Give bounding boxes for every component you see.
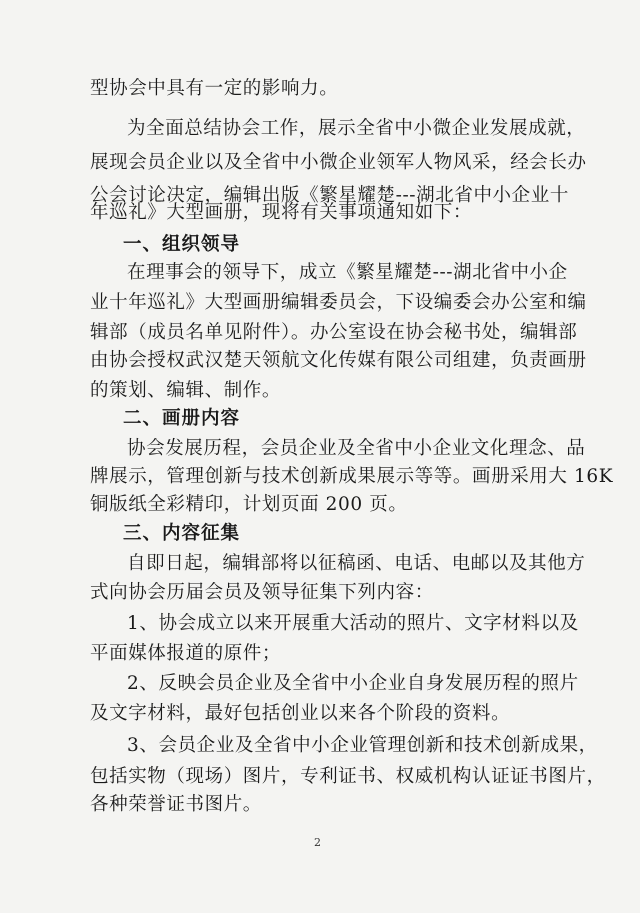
page-number: 2: [314, 836, 321, 849]
text-line: 各种荣誉证书图片。: [90, 794, 262, 815]
text-line: 及文字材料，最好包括创业以来各个阶段的资料。: [90, 703, 511, 724]
paragraph-first-line: 在理事会的领导下，成立《繁星耀楚---湖北省中小企: [127, 262, 568, 283]
text-line: 包括实物（现场）图片，专利证书、权威机构认证证书图片，: [90, 766, 606, 787]
paragraph-first-line: 协会发展历程，会员企业及全省中小企业文化理念、品: [127, 438, 586, 459]
text-line: 平面媒体报道的原件；: [90, 643, 282, 664]
list-item-1: 1、协会成立以来开展重大活动的照片、文字材料以及: [127, 613, 579, 634]
section-heading-content: 二、画册内容: [123, 408, 241, 429]
text-line: 公会讨论决定，编辑出版《繁星耀楚---湖北省中小企业十: [90, 185, 569, 206]
section-heading-organization: 一、组织领导: [123, 234, 241, 255]
text-line: 铜版纸全彩精印，计划页面 200 页。: [90, 494, 408, 515]
text-line: 的策划、编辑、制作。: [90, 380, 282, 401]
list-item-3: 3、会员企业及全省中小企业管理创新和技术创新成果，: [127, 735, 598, 756]
text-line: 辑部（成员名单见附件）。办公室设在协会秘书处，编辑部: [90, 322, 578, 343]
text-line: 业十年巡礼》大型画册编辑委员会，下设编委会办公室和编: [90, 292, 587, 313]
paragraph-first-line: 为全面总结协会工作，展示全省中小微企业发展成就，: [127, 118, 586, 139]
list-item-2: 2、反映会员企业及全省中小企业自身发展历程的照片: [127, 673, 579, 694]
text-line: 展现会员企业以及全省中小微企业领军人物风采，经会长办: [90, 152, 587, 173]
text-line: 由协会授权武汉楚天领航文化传媒有限公司组建，负责画册: [90, 350, 587, 371]
text-line: 年巡礼》大型画册，现将有关事项通知如下：: [90, 202, 473, 223]
text-line: 型协会中具有一定的影响力。: [90, 78, 339, 99]
text-line: 式向协会历届会员及领导征集下列内容：: [90, 582, 434, 603]
text-line: 牌展示，管理创新与技术创新成果展示等等。画册采用大 16K: [90, 466, 614, 487]
section-heading-collection: 三、内容征集: [123, 523, 241, 544]
paragraph-first-line: 自即日起，编辑部将以征稿函、电话、电邮以及其他方: [127, 553, 586, 574]
